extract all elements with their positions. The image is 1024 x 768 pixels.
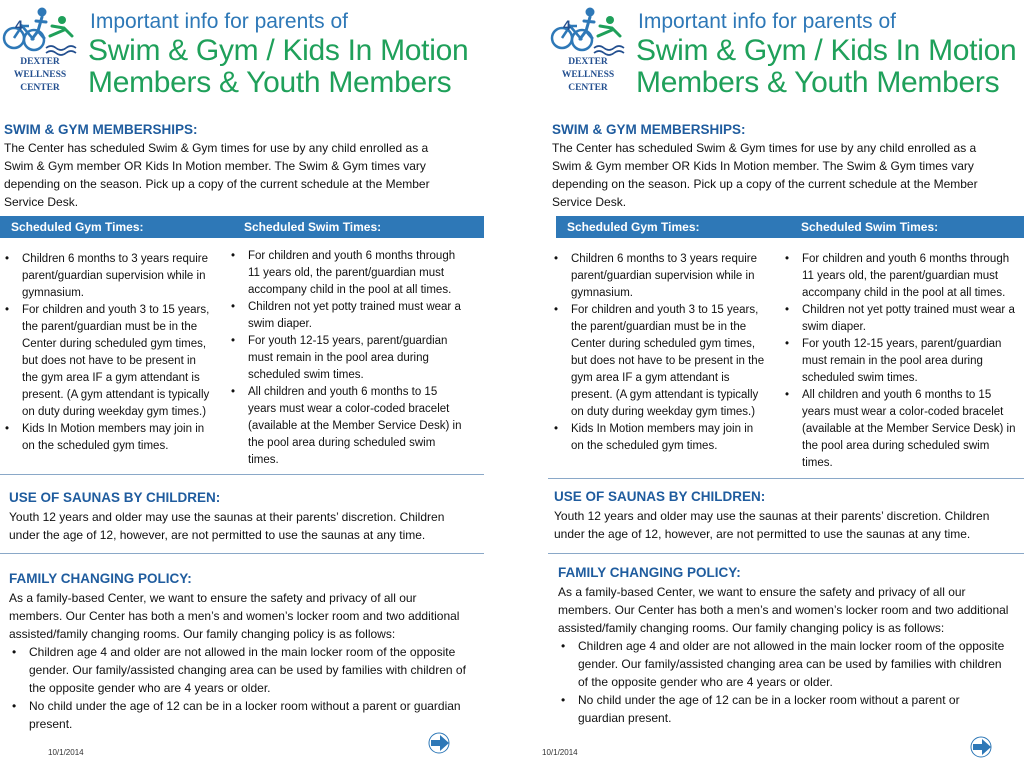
logo-line-1: DEXTER (20, 57, 60, 67)
list-item: • Children not yet potty trained must wear a swim diaper. (783, 302, 1017, 336)
logo-line-1: DEXTER (568, 57, 608, 67)
header-intro: Important info for parents of (90, 10, 348, 33)
list-item: • Children not yet potty trained must wear a swim diaper. (229, 299, 467, 333)
swim-gym-figures-icon (2, 6, 80, 56)
list-item: • For children and youth 3 to 15 years, the parent/guardian must be in the Center during scheduled gym times, but does not have to be present in the gym area IF a gym attendant is present. (A gym attendant is typically on duty during weekday gym times.) (552, 302, 766, 421)
page-title-line-1: Swim & Gym / Kids In Motion (88, 34, 469, 67)
list-item: • All children and youth 6 months to 15 years must wear a color-coded bracelet (available at the Member Service Desk) in the pool area during scheduled swim times. (783, 387, 1017, 472)
divider (0, 553, 484, 554)
gym-times-header: Scheduled Gym Times: (567, 220, 700, 234)
family-heading: FAMILY CHANGING POLICY: (558, 565, 741, 580)
swim-gym-figures-icon (550, 6, 628, 56)
list-item: • For children and youth 3 to 15 years, the parent/guardian must be in the Center during scheduled gym times, but does not have to be present in the gym area IF a gym attendant is present. (A gym attendant is typically on duty during weekday gym times.) (3, 302, 215, 421)
list-item: • No child under the age of 12 can be in a locker room without a parent or guardian present. (558, 691, 1008, 727)
footer-date: 10/1/2014 (542, 748, 578, 757)
list-item: • Children age 4 and older are not allowed in the main locker room of the opposite gender. Our family/assisted changing area can be used by families with children of the opposite gender who are 4 years or older. (9, 643, 471, 697)
next-arrow-icon[interactable] (970, 736, 994, 758)
next-arrow-icon[interactable] (428, 732, 452, 754)
dexter-wellness-logo (550, 6, 628, 100)
divider (0, 474, 484, 475)
saunas-text: Youth 12 years and older may use the saunas at their parents’ discretion. Children under the age of 12, however, are not permitted to use the saunas at any time. (9, 510, 445, 542)
family-policy-list (9, 643, 471, 733)
swim-times-header: Scheduled Swim Times: (801, 220, 939, 234)
saunas-text: Youth 12 years and older may use the saunas at their parents’ discretion. Children under the age of 12, however, are not permitted to use the saunas at any time. (554, 509, 990, 541)
swim-times-list (783, 251, 1017, 472)
gym-times-header: Scheduled Gym Times: (11, 220, 144, 234)
gym-times-list (3, 251, 215, 455)
list-item: • Children age 4 and older are not allowed in the main locker room of the opposite gender. Our family/assisted changing area can be used by families with children of the opposite gender who are 4 years or older. (558, 637, 1008, 691)
memberships-heading: SWIM & GYM MEMBERSHIPS: (552, 122, 746, 137)
family-heading: FAMILY CHANGING POLICY: (9, 571, 192, 586)
page-title-line-2: Members & Youth Members (636, 66, 1000, 99)
family-policy-list (558, 637, 1008, 727)
logo-line-3: CENTER (568, 83, 608, 93)
family-text: As a family-based Center, we want to ensure the safety and privacy of all our members. Our Center has both a men’s and women’s locker room and two additional assisted/family changing rooms. Our family changing policy is as follows: (9, 591, 460, 641)
divider (548, 553, 1024, 554)
list-item: • Kids In Motion members may join in on the scheduled gym times. (552, 421, 766, 455)
flyer-panel-right (542, 0, 1024, 768)
list-item: • Children 6 months to 3 years require parent/guardian supervision while in gymnasium. (3, 251, 215, 302)
list-item: • For children and youth 6 months through 11 years old, the parent/guardian must accompany child in the pool at all times. (229, 248, 467, 299)
footer-date: 10/1/2014 (48, 748, 84, 757)
gym-times-list (552, 251, 766, 455)
logo-line-3: CENTER (20, 83, 60, 93)
svg-text:4: 4 (563, 17, 571, 33)
svg-text:4: 4 (15, 17, 23, 33)
dexter-wellness-logo (2, 6, 80, 100)
list-item: • For youth 12-15 years, parent/guardian must remain in the pool area during scheduled swim times. (229, 333, 467, 384)
memberships-text: The Center has scheduled Swim & Gym times for use by any child enrolled as a Swim & Gym member OR Kids In Motion member. The Swim & Gym times vary depending on the season. Pick up a copy of the current schedule at the Member Service Desk. (4, 141, 430, 209)
swim-times-header: Scheduled Swim Times: (244, 220, 382, 234)
schedule-header-bar (0, 216, 484, 238)
logo-line-2: WELLNESS (13, 70, 67, 80)
family-text: As a family-based Center, we want to ensure the safety and privacy of all our members. Our Center has both a men’s and women’s locker room and two additional assisted/family changing rooms. Our family changing policy is as follows: (558, 585, 1009, 635)
saunas-heading: USE OF SAUNAS BY CHILDREN: (9, 490, 221, 505)
list-item: • Children 6 months to 3 years require parent/guardian supervision while in gymnasium. (552, 251, 766, 302)
list-item: • No child under the age of 12 can be in a locker room without a parent or guardian present. (9, 697, 471, 733)
memberships-heading: SWIM & GYM MEMBERSHIPS: (4, 122, 198, 137)
list-item: • For children and youth 6 months through 11 years old, the parent/guardian must accompany child in the pool at all times. (783, 251, 1017, 302)
list-item: • For youth 12-15 years, parent/guardian must remain in the pool area during scheduled swim times. (783, 336, 1017, 387)
schedule-header-bar (556, 216, 1024, 238)
swim-times-list (229, 248, 467, 469)
list-item: • All children and youth 6 months to 15 years must wear a color-coded bracelet (available at the Member Service Desk) in the pool area during scheduled swim times. (229, 384, 467, 469)
saunas-heading: USE OF SAUNAS BY CHILDREN: (554, 489, 766, 504)
divider (548, 478, 1024, 479)
page-title-line-1: Swim & Gym / Kids In Motion (636, 34, 1017, 67)
page-title-line-2: Members & Youth Members (88, 66, 452, 99)
header-intro: Important info for parents of (638, 10, 896, 33)
logo-line-2: WELLNESS (561, 70, 615, 80)
list-item: • Kids In Motion members may join in on the scheduled gym times. (3, 421, 215, 455)
memberships-text: The Center has scheduled Swim & Gym times for use by any child enrolled as a Swim & Gym member OR Kids In Motion member. The Swim & Gym times vary depending on the season. Pick up a copy of the current schedule at the Member Service Desk. (552, 141, 978, 209)
